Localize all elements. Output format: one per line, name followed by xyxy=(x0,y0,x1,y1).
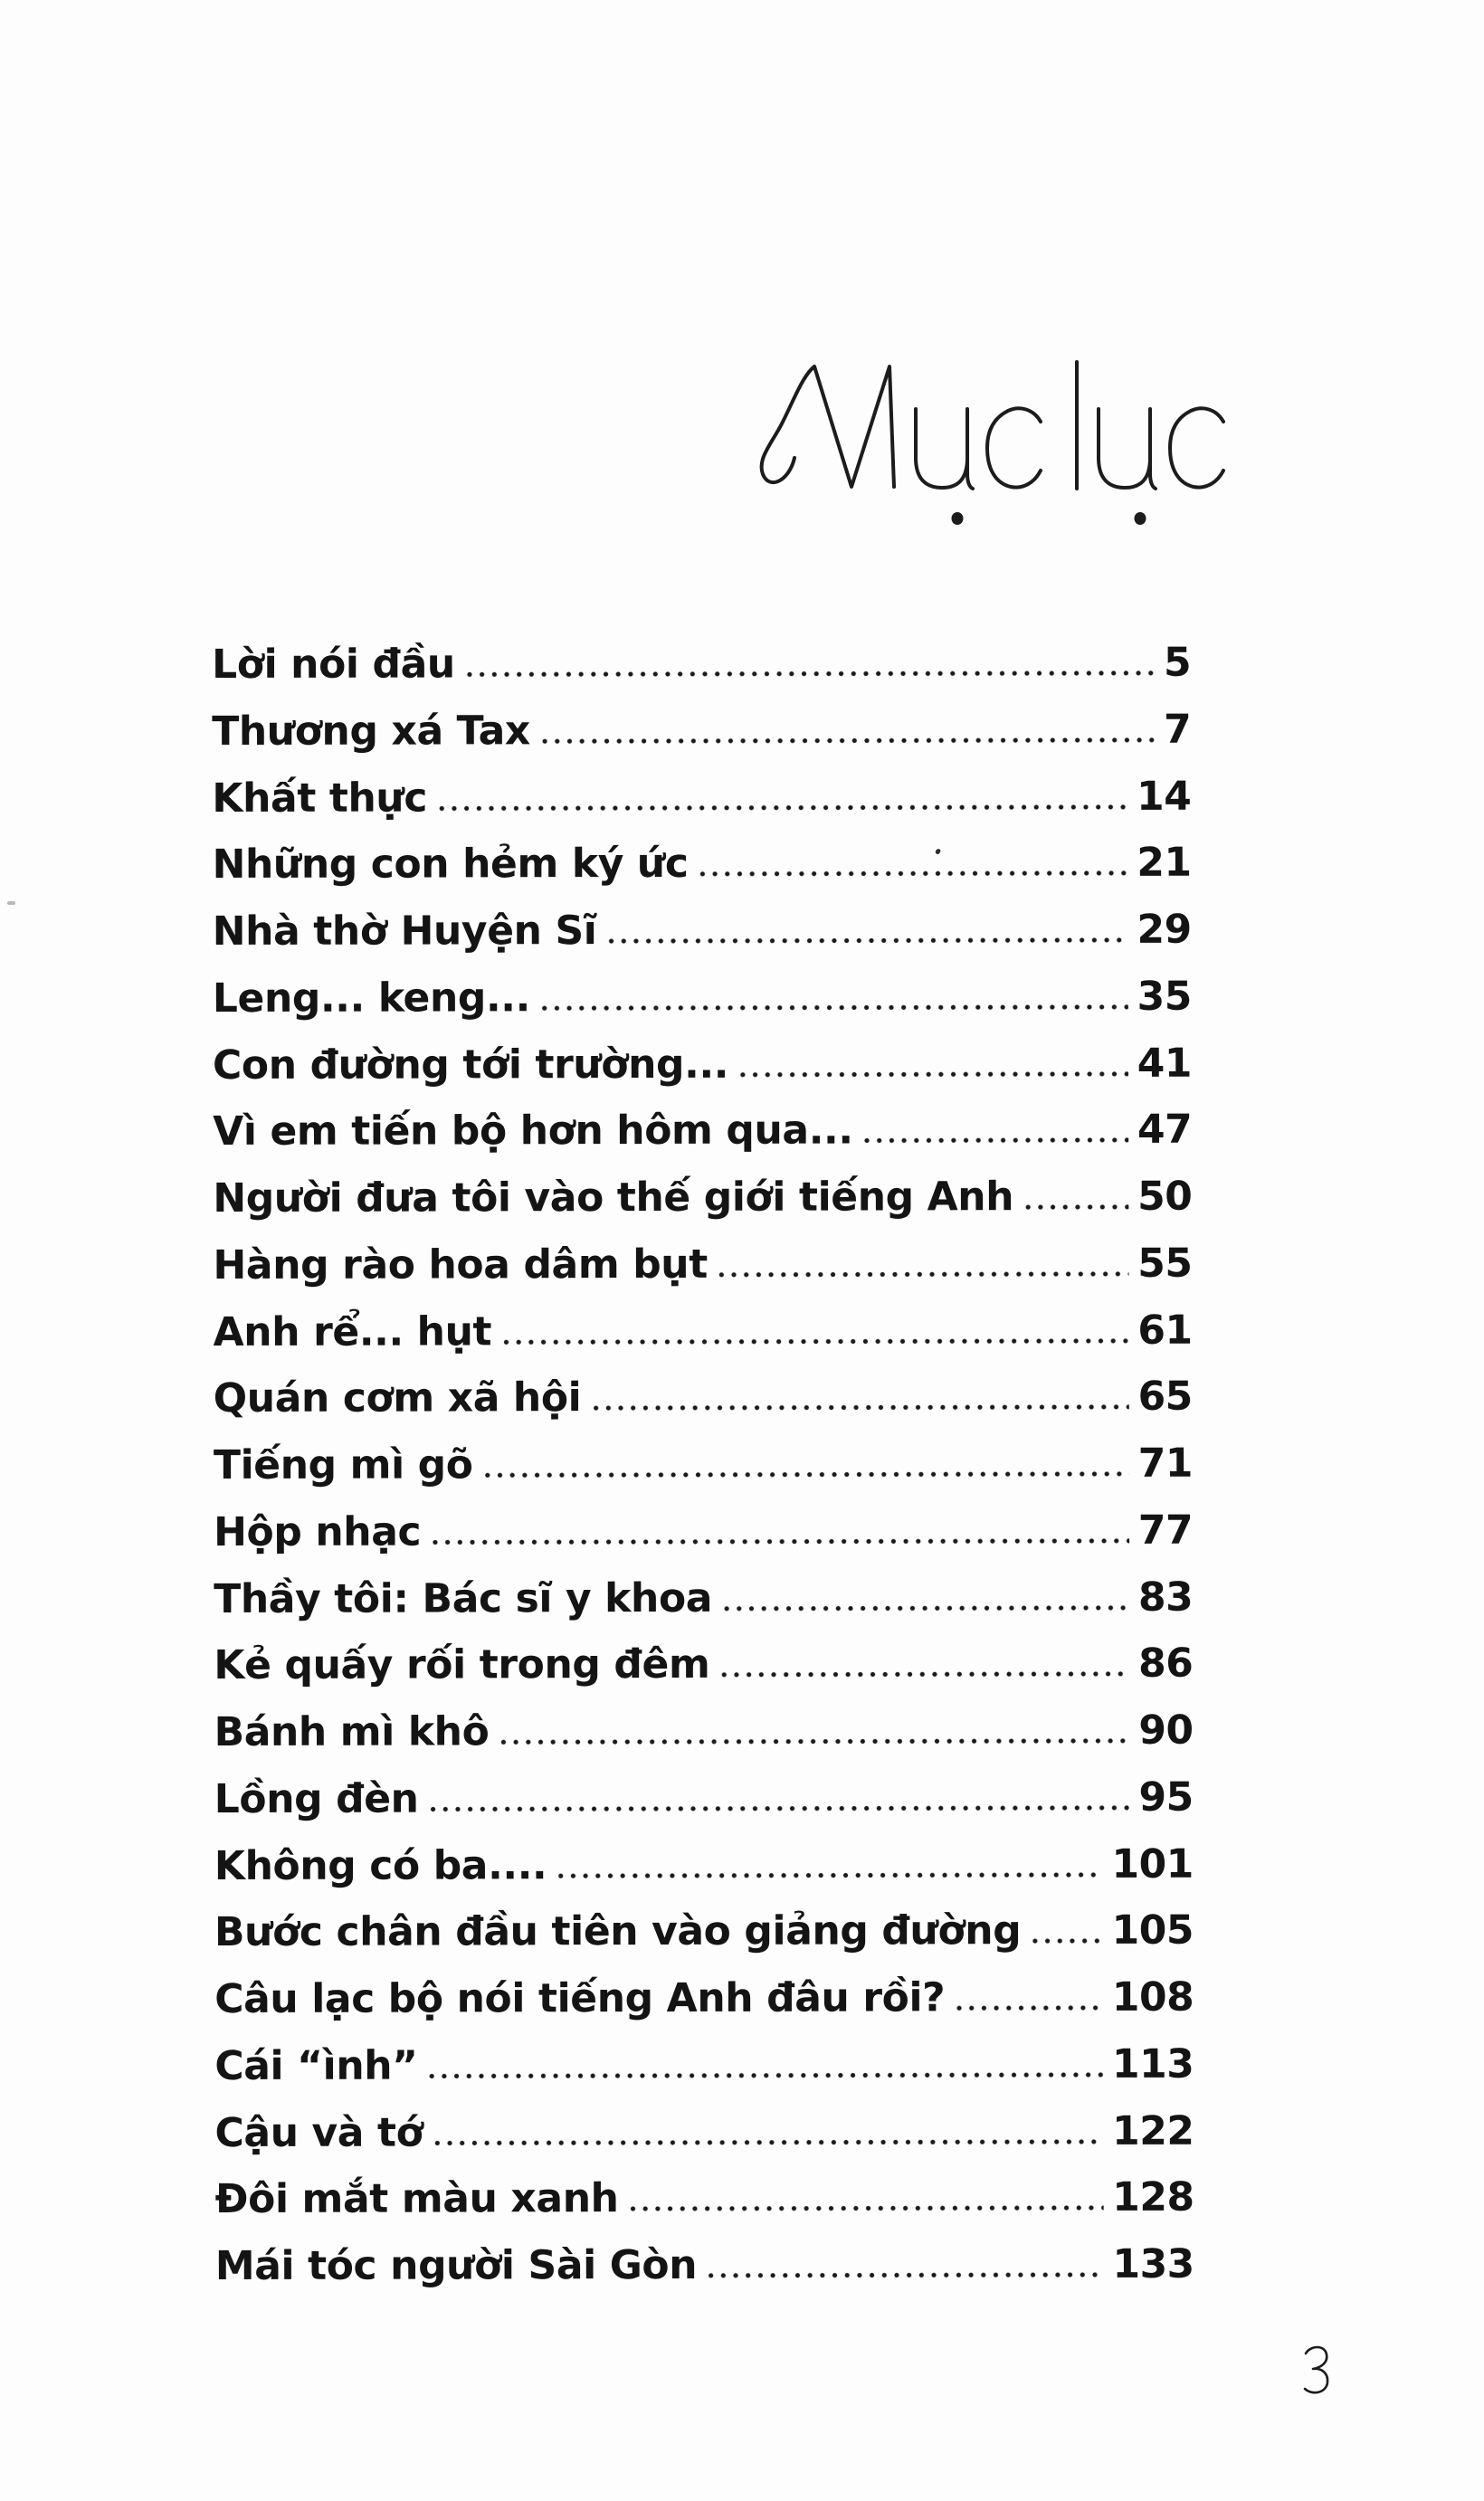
toc-entry xyxy=(214,1697,1193,1766)
toc-entry-title: Nhà thờ Huyện Sĩ xyxy=(212,908,597,955)
toc-entry-page: 7 xyxy=(1164,706,1192,753)
toc-entry-title: Mái tóc người Sài Gòn xyxy=(214,2241,698,2289)
toc-entry xyxy=(213,1030,1192,1098)
toc-list xyxy=(212,630,1194,2300)
toc-entry-page: 133 xyxy=(1112,2240,1194,2287)
dot-leader xyxy=(860,1136,1128,1144)
toc-entry xyxy=(214,1631,1193,1699)
toc-entry-page: 47 xyxy=(1137,1106,1193,1154)
toc-entry-title: Vì em tiến bộ hơn hôm qua... xyxy=(213,1107,853,1155)
dot-leader xyxy=(718,1602,1129,1611)
dot-leader xyxy=(703,2270,1103,2278)
toc-entry xyxy=(212,830,1191,899)
dot-leader xyxy=(495,1736,1129,1745)
toc-entry-title: Đôi mắt màu xanh xyxy=(214,2175,619,2223)
toc-entry xyxy=(214,1364,1193,1432)
toc-entry-page: 113 xyxy=(1111,2040,1194,2087)
toc-entry xyxy=(215,2231,1194,2300)
toc-entry xyxy=(213,1230,1192,1298)
toc-entry-title: Hàng rào hoa dâm bụt xyxy=(213,1241,708,1289)
toc-entry-title: Bánh mì khô xyxy=(214,1708,490,1755)
toc-entry-page: 105 xyxy=(1111,1907,1194,1954)
toc-entry xyxy=(214,2097,1194,2166)
toc-entry-page: 21 xyxy=(1137,839,1192,887)
toc-entry-title: Khất thực xyxy=(212,775,428,822)
toc-entry-page: 50 xyxy=(1137,1173,1193,1220)
toc-entry xyxy=(214,1764,1194,1832)
toc-entry xyxy=(212,696,1191,765)
dot-leader xyxy=(424,2070,1103,2079)
page-number-script xyxy=(1285,2335,1357,2407)
toc-entry-page: 65 xyxy=(1137,1373,1193,1421)
dot-leader xyxy=(951,2003,1103,2011)
toc-entry-page: 29 xyxy=(1137,906,1192,953)
toc-entry xyxy=(212,630,1191,699)
scan-speck-edge xyxy=(7,901,15,905)
toc-entry-page: 95 xyxy=(1138,1774,1194,1821)
toc-entry xyxy=(214,1431,1193,1499)
dot-leader xyxy=(714,1270,1128,1278)
dot-leader xyxy=(695,869,1128,877)
toc-entry-title: Kẻ quấy rối trong đêm xyxy=(214,1641,710,1689)
dot-leader xyxy=(735,1069,1128,1077)
dot-leader xyxy=(603,936,1127,944)
toc-entry xyxy=(214,1497,1193,1565)
toc-entry xyxy=(214,2030,1194,2099)
toc-entry xyxy=(213,1164,1192,1232)
toc-entry-page: 35 xyxy=(1137,973,1192,1020)
page-number xyxy=(1285,2335,1357,2407)
toc-entry-page: 90 xyxy=(1138,1707,1194,1754)
toc-entry-title: Lời nói đầu xyxy=(212,641,455,688)
dot-leader xyxy=(429,2136,1103,2145)
toc-entry-page: 41 xyxy=(1137,1040,1193,1087)
toc-entry-title: Những con hẻm ký ức xyxy=(212,841,689,889)
dot-leader xyxy=(498,1336,1128,1344)
toc-entry-page: 101 xyxy=(1111,1840,1194,1888)
toc-entry-page: 55 xyxy=(1137,1240,1193,1287)
toc-entry xyxy=(214,1564,1193,1632)
toc-entry xyxy=(212,763,1191,832)
toc-entry-title: Cậu và tớ xyxy=(214,2109,423,2156)
toc-entry-page: 14 xyxy=(1137,773,1192,820)
toc-entry-page: 122 xyxy=(1112,2107,1194,2154)
toc-entry-title: Thương xá Tax xyxy=(212,708,530,755)
toc-entry-title: Cái “ình” xyxy=(214,2042,418,2089)
dot-leader xyxy=(537,736,1155,744)
toc-entry-page: 5 xyxy=(1163,639,1192,686)
toc-entry-page: 128 xyxy=(1112,2173,1194,2221)
dot-leader xyxy=(537,1003,1128,1011)
dot-leader xyxy=(433,802,1127,811)
toc-entry xyxy=(213,963,1192,1032)
dot-leader xyxy=(1020,1203,1128,1210)
toc-entry-title: Con đường tới trường... xyxy=(212,1041,729,1089)
toc-entry-page: 71 xyxy=(1137,1440,1193,1487)
dot-leader xyxy=(427,1536,1129,1545)
toc-entry-page: 108 xyxy=(1111,1973,1194,2021)
dot-leader xyxy=(1027,1936,1102,1944)
toc-entry xyxy=(214,1297,1193,1365)
toc-entry-title: Lồng đèn xyxy=(214,1775,419,1822)
page-title-script xyxy=(715,326,1240,543)
dot-leader xyxy=(625,2203,1104,2211)
dot-leader xyxy=(480,1469,1129,1479)
toc-entry-title: Thầy tôi: Bác sĩ y khoa xyxy=(214,1574,713,1622)
page-title xyxy=(715,326,1240,543)
toc-entry xyxy=(213,1097,1192,1165)
toc-entry-page: 86 xyxy=(1138,1640,1194,1688)
dot-leader xyxy=(587,1403,1128,1411)
toc-entry-title: Quán cơm xã hội xyxy=(213,1374,582,1422)
toc-entry xyxy=(215,2164,1194,2233)
toc-entry-title: Câu lạc bộ nói tiếng Anh đâu rồi? xyxy=(214,1974,946,2022)
dot-leader xyxy=(553,1869,1102,1878)
dot-leader xyxy=(461,669,1155,678)
toc-entry-page: 83 xyxy=(1137,1574,1194,1621)
toc-entry-page: 61 xyxy=(1137,1307,1193,1354)
toc-entry-title: Leng... keng... xyxy=(212,975,530,1022)
toc-entry-title: Bước chân đầu tiên vào giảng đường xyxy=(214,1907,1022,1956)
toc-entry-title: Người đưa tôi vào thế giới tiếng Anh xyxy=(213,1174,1014,1222)
toc-entry xyxy=(214,1897,1194,1966)
toc-entry-page: 77 xyxy=(1137,1507,1194,1554)
toc-entry-title: Không có ba.... xyxy=(214,1841,547,1889)
toc-entry-title: Hộp nhạc xyxy=(214,1508,422,1555)
toc-entry xyxy=(214,1831,1194,1899)
toc-entry xyxy=(213,897,1192,965)
toc-entry-title: Tiếng mì gõ xyxy=(213,1441,473,1488)
dot-leader xyxy=(716,1669,1129,1678)
toc-entry-title: Anh rể... hụt xyxy=(213,1308,492,1355)
dot-leader xyxy=(425,1803,1130,1812)
toc-entry xyxy=(214,1964,1194,2033)
